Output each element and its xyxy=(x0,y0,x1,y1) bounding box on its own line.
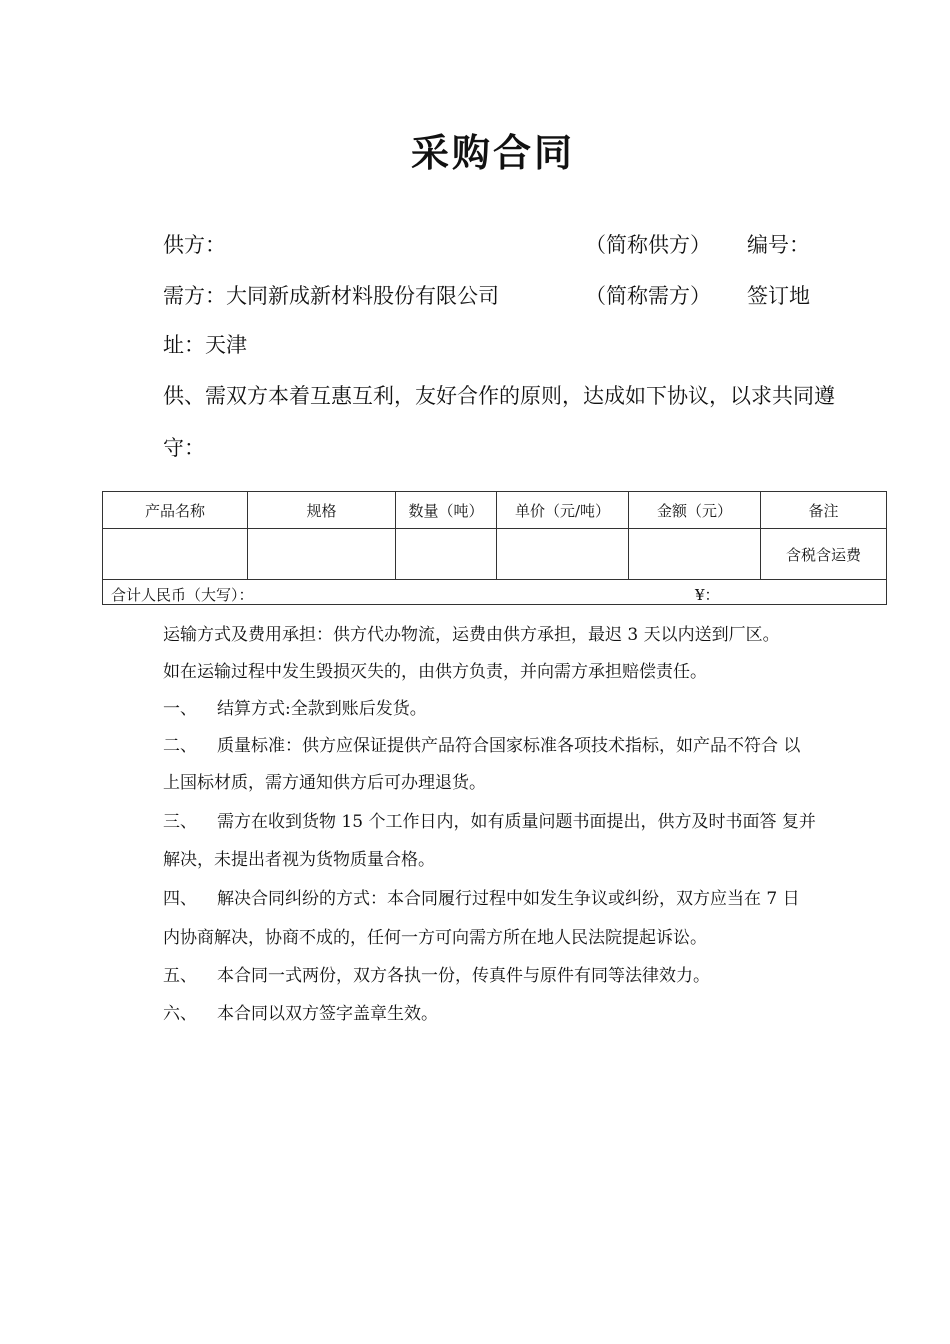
total-cell xyxy=(103,580,887,605)
transport-terms: 运输方式及费用承担：供方代办物流，运费由供方承担，最迟 3 天以内送到厂区。 xyxy=(163,625,780,645)
cell-product-name xyxy=(103,529,248,580)
header-unit-price: 单价（元/吨） xyxy=(497,492,629,529)
total-yen-label: ¥： xyxy=(695,586,720,604)
cell-amount xyxy=(629,529,761,580)
contract-title: 采购合同 xyxy=(410,131,575,175)
clause-number: 四、 xyxy=(163,889,197,909)
buyer-abbr: （简称需方） xyxy=(585,284,711,308)
clause-text: 质量标准：供方应保证提供产品符合国家标准各项技术指标，如产品不符合 以 xyxy=(217,736,801,756)
cell-quantity xyxy=(396,529,497,580)
table-total-row xyxy=(103,580,887,605)
clause-number: 三、 xyxy=(163,812,197,832)
total-rmb-label: 合计人民币（大写）： xyxy=(111,586,254,604)
clause-text: 需方在收到货物 15 个工作日内，如有质量问题书面提出，供方及时书面答 复并 xyxy=(217,812,816,832)
clause-3-continuation: 解决，未提出者视为货物质量合格。 xyxy=(163,850,435,870)
supplier-abbr: （简称供方） xyxy=(585,233,711,257)
clause-text: 结算方式:全款到账后发货。 xyxy=(217,699,427,719)
table-header-row xyxy=(103,492,887,529)
sign-place-label: 签订地 xyxy=(747,284,810,308)
clause-text: 解决合同纠纷的方式：本合同履行过程中如发生争议或纠纷，双方应当在 7 日 xyxy=(217,889,800,909)
cell-remarks: 含税含运费 xyxy=(761,529,887,580)
header-amount: 金额（元） xyxy=(629,492,761,529)
sign-place-value: 址：天津 xyxy=(163,333,247,357)
header-spec: 规格 xyxy=(248,492,396,529)
damage-terms: 如在运输过程中发生毁损灭失的，由供方负责，并向需方承担赔偿责任。 xyxy=(163,662,707,682)
clause-number: 六、 xyxy=(163,1004,197,1024)
contract-number-label: 编号： xyxy=(747,233,810,257)
table-row xyxy=(103,529,887,580)
header-quantity: 数量（吨） xyxy=(396,492,497,529)
items-table xyxy=(102,491,887,605)
clause-2-continuation: 上国标材质，需方通知供方后可办理退货。 xyxy=(163,773,486,793)
clause-text: 本合同一式两份，双方各执一份，传真件与原件有同等法律效力。 xyxy=(217,966,710,986)
buyer-label: 需方：大同新成新材料股份有限公司 xyxy=(163,284,499,308)
cell-spec xyxy=(248,529,396,580)
clause-text: 本合同以双方签字盖章生效。 xyxy=(217,1004,438,1024)
clause-number: 五、 xyxy=(163,966,197,986)
cell-unit-price xyxy=(497,529,629,580)
header-product-name: 产品名称 xyxy=(103,492,248,529)
clause-number: 一、 xyxy=(163,699,197,719)
supplier-label: 供方： xyxy=(163,233,226,257)
clause-4-continuation: 内协商解决，协商不成的，任何一方可向需方所在地人民法院提起诉讼。 xyxy=(163,928,707,948)
preamble-line-1: 供、需双方本着互惠互利，友好合作的原则，达成如下协议，以求共同遵 xyxy=(163,384,835,408)
header-remarks: 备注 xyxy=(761,492,887,529)
clause-number: 二、 xyxy=(163,736,197,756)
preamble-line-2: 守： xyxy=(163,436,205,460)
